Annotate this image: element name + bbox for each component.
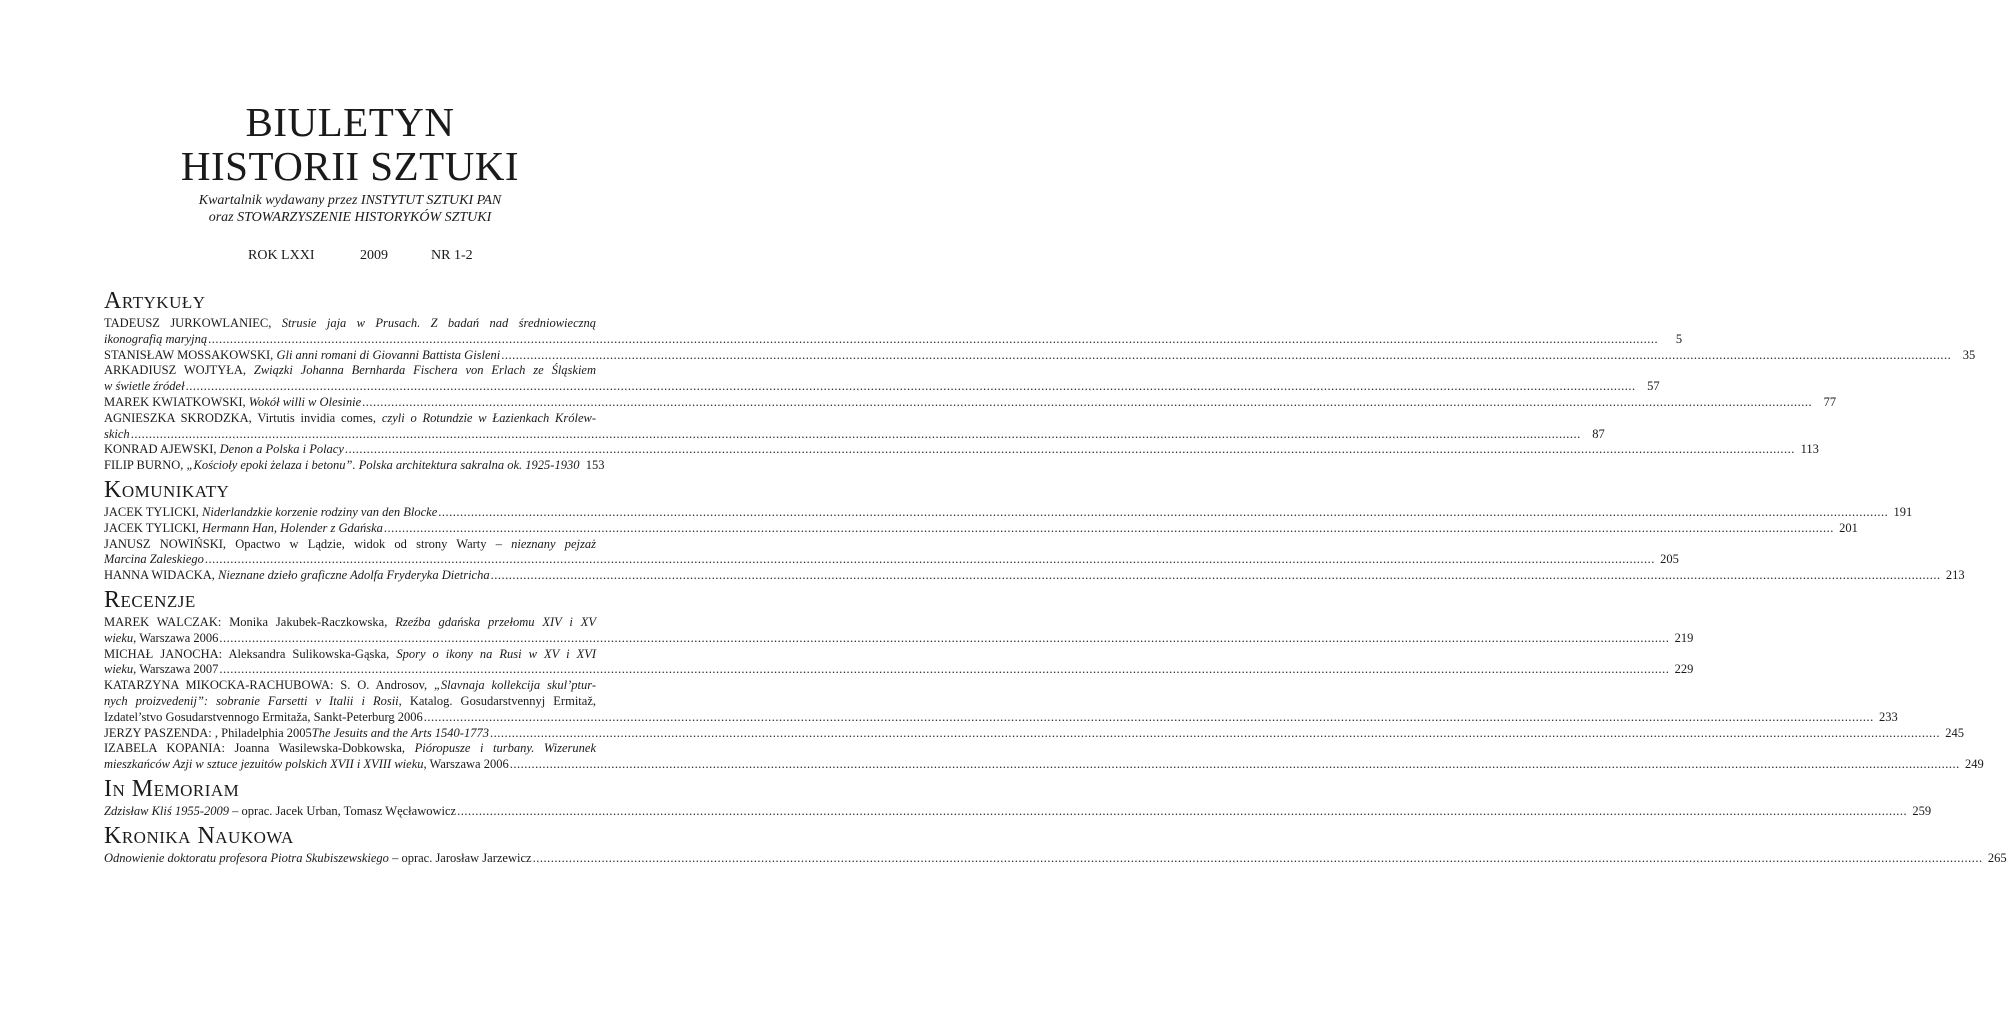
toc-section bbox=[104, 475, 1965, 584]
entry-text bbox=[104, 537, 596, 551]
entry-author: MICHAŁ JANOCHA: bbox=[104, 646, 229, 661]
entry-title: Związki Johanna Bernharda Fischera von Erlach ze Śląskiem bbox=[253, 363, 596, 378]
toc-entry[interactable] bbox=[104, 850, 2007, 867]
dot-leader: ................................................................................................................................................................................................................................................................................................................................................................................................................ bbox=[383, 520, 1834, 535]
entry-text bbox=[104, 411, 596, 425]
entry-title: Odnowienie doktoratu profesora Piotra Skubiszewskiego bbox=[104, 850, 389, 865]
page-number: 265 bbox=[1987, 850, 2007, 865]
page-number: 35 bbox=[1962, 347, 1976, 362]
dot-leader: ................................................................................................................................................................................................................................................................................................................................................................................................................ bbox=[208, 331, 1659, 346]
entry-author: KONRAD AJEWSKI, bbox=[104, 442, 220, 457]
dot-leader: ................................................................................................................................................................................................................................................................................................................................................................................................................ bbox=[532, 850, 1983, 865]
entry-plain: , Warszawa 2007 bbox=[133, 662, 219, 677]
entry-text bbox=[104, 552, 204, 568]
entry-plain: Opactwo w Lądzie, widok od strony Warty – bbox=[235, 536, 512, 551]
page-number: 205 bbox=[1660, 552, 1679, 567]
entry-text bbox=[104, 757, 509, 773]
entry-title: Rzeźba gdańska przełomu XIV i XV bbox=[395, 614, 596, 629]
entry-plain: , Warszawa 2006 bbox=[133, 630, 219, 645]
entry-title: nieznany pejzaż bbox=[511, 536, 596, 551]
entry-title: w świetle źródeł bbox=[104, 379, 185, 394]
toc-entry[interactable] bbox=[104, 504, 1913, 521]
section-heading: Artykuły bbox=[104, 288, 206, 314]
entry-plain: , Philadelphia 2005 bbox=[214, 725, 312, 740]
entry-plain: Virtutis invidia comes, bbox=[257, 410, 382, 425]
entry-author: IZABELA KOPANIA: bbox=[104, 741, 235, 756]
section-heading: Kronika Naukowa bbox=[104, 822, 294, 849]
journal-title bbox=[104, 100, 596, 188]
entry-author: FILIP BURNO, bbox=[104, 458, 187, 473]
page-number: 219 bbox=[1674, 630, 1694, 645]
entry-author: KATARZYNA MIKOCKA-RACHUBOWA: bbox=[104, 678, 341, 693]
entry-text bbox=[104, 851, 532, 867]
toc-entry[interactable] bbox=[104, 614, 1694, 647]
toc-entry[interactable] bbox=[104, 678, 1898, 725]
entry-text bbox=[104, 395, 361, 411]
toc-entry[interactable] bbox=[104, 725, 1964, 742]
toc-entry[interactable] bbox=[104, 363, 1660, 395]
page-number: 191 bbox=[1893, 504, 1913, 519]
entry-line bbox=[104, 757, 1984, 773]
entry-text bbox=[104, 316, 596, 330]
entry-line bbox=[104, 379, 1660, 395]
entry-text bbox=[104, 694, 596, 708]
entry-text bbox=[104, 363, 596, 377]
toc-entry[interactable] bbox=[104, 568, 1965, 584]
page-number: 57 bbox=[1647, 379, 1660, 394]
page-number: 229 bbox=[1674, 662, 1694, 677]
entry-line bbox=[104, 331, 1683, 348]
entry-text bbox=[104, 678, 596, 692]
entry-text bbox=[104, 568, 490, 584]
entry-author: JACEK TYLICKI, bbox=[104, 504, 203, 519]
toc-entry[interactable] bbox=[104, 646, 1694, 679]
table-of-contents bbox=[104, 286, 2007, 867]
toc-entry[interactable] bbox=[104, 316, 1683, 348]
entry-title: ikonografią maryjną bbox=[104, 331, 208, 346]
entry-title: Pióropusze i turbany. Wizerunek bbox=[414, 741, 596, 756]
dot-leader: ................................................................................................................................................................................................................................................................................................................................................................................................................ bbox=[130, 426, 1581, 441]
entry-title: wieku bbox=[104, 630, 134, 645]
entry-text bbox=[104, 631, 218, 647]
entry-plain: Joanna Wasilewska-Dobkowska, bbox=[234, 741, 415, 756]
entry-line bbox=[104, 537, 596, 553]
toc-entry[interactable] bbox=[104, 741, 1984, 773]
entry-title: Wokół willi w Olesinie bbox=[248, 394, 362, 409]
entry-title: wieku bbox=[104, 662, 134, 677]
entry-text bbox=[104, 332, 207, 348]
entry-title: czyli o Rotundzie w Łazienkach Królew- bbox=[381, 410, 596, 425]
entry-line bbox=[104, 803, 1932, 820]
entry-title: The Jesuits and the Arts 1540-1773 bbox=[311, 725, 489, 740]
entry-plain: – oprac. Jacek Urban, Tomasz Węcławowicz bbox=[229, 803, 457, 818]
entry-text bbox=[104, 726, 489, 742]
entry-author: STANISŁAW MOSSAKOWSKI, bbox=[104, 347, 277, 362]
entry-line bbox=[104, 411, 596, 427]
entry-line bbox=[104, 363, 596, 379]
entry-text bbox=[104, 662, 218, 678]
section-heading: Komunikaty bbox=[104, 476, 230, 503]
entry-text bbox=[104, 458, 579, 474]
entry-author: MAREK WALCZAK: bbox=[104, 614, 230, 629]
toc-section bbox=[104, 774, 1932, 820]
entry-title: Strusie jaja w Prusach. Z badań nad średniowieczną bbox=[281, 316, 596, 330]
entry-line bbox=[104, 694, 596, 710]
journal-subtitle bbox=[104, 192, 596, 226]
entry-line bbox=[104, 850, 2007, 867]
entry-line bbox=[104, 725, 1964, 742]
entry-line bbox=[104, 709, 1898, 726]
entry-text bbox=[104, 647, 596, 661]
dot-leader: ................................................................................................................................................................................................................................................................................................................................................................................................................ bbox=[489, 725, 1940, 740]
dot-leader: ................................................................................................................................................................................................................................................................................................................................................................................................................ bbox=[344, 442, 1795, 457]
section-heading: In Memoriam bbox=[104, 775, 240, 802]
entry-line bbox=[104, 347, 1976, 364]
entry-title: Marcina Zaleskiego bbox=[104, 552, 204, 567]
toc-entry[interactable] bbox=[104, 394, 1837, 411]
entry-author: ARKADIUSZ WOJTYŁA, bbox=[104, 363, 254, 378]
entry-title: Niderlandzkie korzenie rodziny van den Blocke bbox=[202, 504, 438, 519]
entry-line bbox=[104, 647, 596, 663]
subtitle-line-2: oraz STOWARZYSZENIE HISTORYKÓW SZTUKI bbox=[208, 210, 492, 225]
issue-number: NR 1-2 bbox=[431, 248, 473, 263]
entry-line bbox=[104, 442, 1819, 458]
entry-line bbox=[104, 741, 596, 757]
entry-title: Nieznane dzieło graficzne Adolfa Fryderyka Dietricha bbox=[218, 568, 490, 583]
issue-volume: ROK LXXI bbox=[248, 248, 315, 263]
entry-line bbox=[104, 630, 1694, 647]
page-number: 245 bbox=[1945, 725, 1964, 740]
entry-author: AGNIESZKA SKRODZKA, bbox=[104, 410, 258, 425]
entry-line bbox=[104, 458, 605, 474]
dot-leader: ................................................................................................................................................................................................................................................................................................................................................................................................................ bbox=[509, 757, 1960, 772]
entry-line bbox=[104, 568, 1965, 584]
issue-year: 2009 bbox=[360, 248, 388, 263]
entry-text bbox=[104, 804, 456, 820]
dot-leader: ................................................................................................................................................................................................................................................................................................................................................................................................................ bbox=[457, 803, 1908, 818]
entry-line bbox=[104, 394, 1837, 411]
entry-title: „Slavnaja kollekcija skul’ptur- bbox=[433, 678, 596, 693]
entry-title: mieszkańców Azji w sztuce jezuitów polskich XVII i XVIII wieku bbox=[104, 757, 424, 772]
entry-author: MAREK KWIATKOWSKI, bbox=[104, 394, 249, 409]
toc-entry[interactable] bbox=[104, 410, 1605, 443]
entry-title: Hermann Han, Holender z Gdańska bbox=[202, 520, 383, 535]
entry-text bbox=[104, 379, 185, 395]
entry-line bbox=[104, 520, 1858, 537]
dot-leader: ................................................................................................................................................................................................................................................................................................................................................................................................................ bbox=[204, 552, 1655, 567]
page-number: 213 bbox=[1945, 568, 1965, 583]
subtitle-line-1: Kwartalnik wydawany przez INSTYTUT SZTUKI PAN bbox=[198, 193, 502, 208]
entry-plain: – oprac. Jarosław Jarzewicz bbox=[388, 850, 532, 865]
entry-title: Denon a Polska i Polacy bbox=[219, 442, 344, 457]
toc-entry[interactable] bbox=[104, 347, 1976, 364]
dot-leader: ................................................................................................................................................................................................................................................................................................................................................................................................................ bbox=[185, 379, 1636, 394]
page-number: 5 bbox=[1675, 331, 1683, 346]
entry-plain: S. O. Androsov, bbox=[340, 678, 434, 693]
entry-line bbox=[104, 426, 1605, 443]
page-number: 87 bbox=[1592, 426, 1605, 441]
entry-line bbox=[104, 316, 596, 332]
journal-title-line-1: BIULETYN bbox=[245, 99, 455, 145]
toc-section bbox=[104, 286, 1976, 474]
dot-leader: ................................................................................................................................................................................................................................................................................................................................................................................................................ bbox=[219, 630, 1670, 645]
entry-title: Spory o ikony na Rusi w XV i XVI bbox=[396, 646, 596, 661]
entry-author: JACEK TYLICKI, bbox=[104, 520, 203, 535]
entry-line bbox=[104, 678, 596, 694]
dot-leader: ................................................................................................................................................................................................................................................................................................................................................................................................................ bbox=[362, 394, 1813, 409]
entry-text bbox=[104, 427, 130, 443]
toc-entry[interactable] bbox=[104, 520, 1858, 537]
dot-leader: ................................................................................................................................................................................................................................................................................................................................................................................................................ bbox=[438, 504, 1889, 519]
entry-plain: Aleksandra Sulikowska-Gąska, bbox=[228, 646, 397, 661]
entry-title: Gli anni romani di Giovanni Battista Gisleni bbox=[276, 347, 501, 362]
entry-author: TADEUSZ JURKOWLANIEC, bbox=[104, 316, 282, 330]
entry-author: JERZY PASZENDA: bbox=[104, 725, 215, 740]
toc-section bbox=[104, 585, 1984, 773]
entry-plain: Izdatel’stvo Gosudarstvennogo Ermitaža, Sankt-Peterburg 2006 bbox=[104, 709, 423, 724]
page-number: 259 bbox=[1912, 803, 1932, 818]
entry-line bbox=[104, 615, 596, 631]
entry-plain: , Warszawa 2006 bbox=[423, 757, 509, 772]
dot-leader: ................................................................................................................................................................................................................................................................................................................................................................................................................ bbox=[501, 347, 1952, 362]
entry-text bbox=[104, 741, 596, 755]
entry-line bbox=[104, 552, 1679, 568]
entry-text bbox=[104, 615, 596, 629]
dot-leader: ................................................................................................................................................................................................................................................................................................................................................................................................................ bbox=[490, 568, 1941, 583]
page-number: 113 bbox=[1800, 442, 1819, 457]
page-number: 249 bbox=[1964, 757, 1984, 772]
entry-plain: , Katalog. Gosudarstvennyj Ermitaž, bbox=[398, 693, 596, 708]
dot-leader: ................................................................................................................................................................................................................................................................................................................................................................................................................ bbox=[423, 709, 1874, 724]
page-number: 233 bbox=[1879, 709, 1898, 724]
toc-entry[interactable] bbox=[104, 536, 1679, 569]
entry-title: Zdzisław Kliś 1955-2009 bbox=[104, 803, 230, 818]
toc-entry[interactable] bbox=[104, 803, 1932, 820]
entry-title: skich bbox=[104, 426, 130, 441]
journal-title-line-2: HISTORII SZTUKI bbox=[180, 143, 520, 189]
page-number: 201 bbox=[1839, 520, 1858, 535]
page-number: 77 bbox=[1823, 394, 1837, 409]
toc-entry[interactable] bbox=[104, 458, 605, 474]
section-heading: Recenzje bbox=[104, 586, 196, 613]
entry-line bbox=[104, 504, 1913, 521]
toc-section bbox=[104, 821, 2007, 867]
entry-plain: Monika Jakubek-Raczkowska, bbox=[229, 614, 396, 629]
entry-title: nych proizvedenij”: sobranie Farsetti v Italii i Rosii bbox=[104, 693, 399, 708]
toc-entry[interactable] bbox=[104, 442, 1819, 458]
entry-text bbox=[104, 442, 344, 458]
entry-author: HANNA WIDACKA, bbox=[104, 568, 219, 583]
entry-text bbox=[104, 505, 437, 521]
entry-text bbox=[104, 521, 383, 537]
entry-author: JANUSZ NOWIŃSKI, bbox=[104, 536, 236, 551]
page-number: 153 bbox=[585, 458, 605, 473]
dot-leader: ................................................................................................................................................................................................................................................................................................................................................................................................................ bbox=[219, 662, 1670, 677]
entry-text bbox=[104, 348, 500, 364]
entry-text bbox=[104, 710, 423, 726]
entry-title: „Kościoły epoki żelaza i betonu”. Polska architektura sakralna ok. 1925-1930 bbox=[186, 458, 580, 473]
entry-line bbox=[104, 662, 1694, 678]
